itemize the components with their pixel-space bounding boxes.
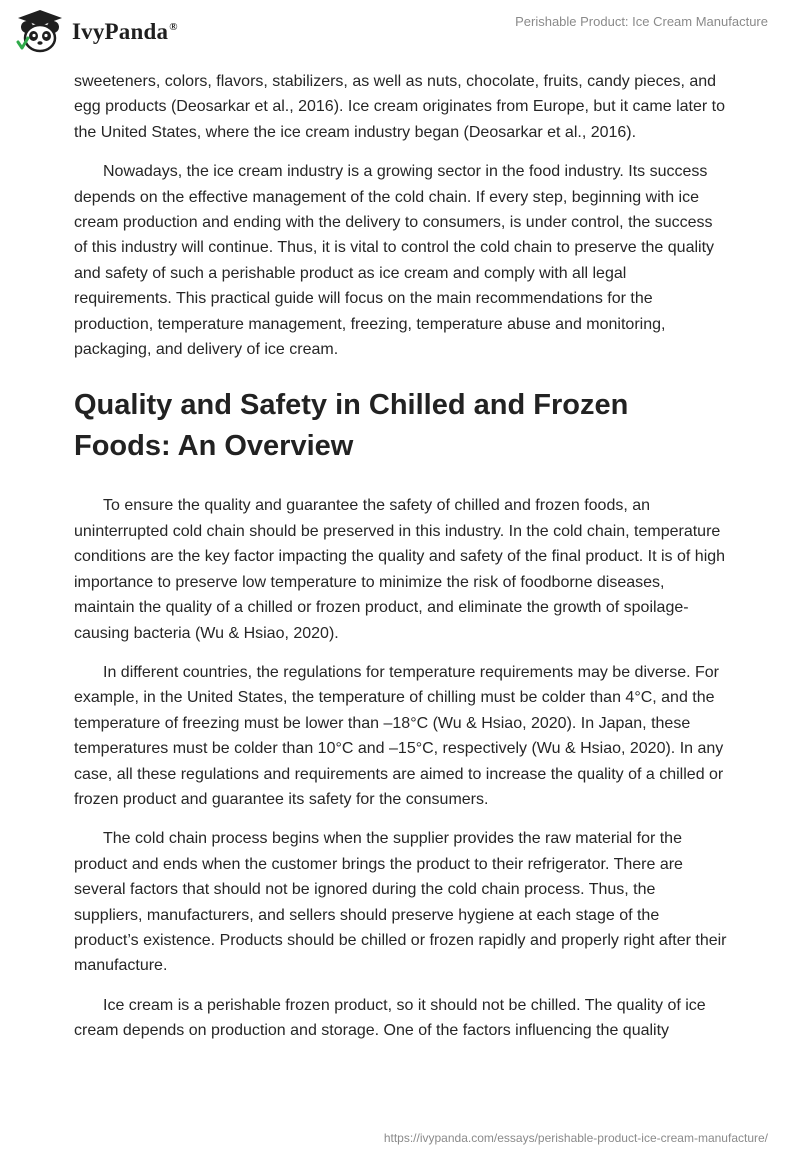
paragraph-1: sweeteners, colors, flavors, stabilizers, as well as nuts, chocolate, fruits, candy pieces, and egg products (Deosarkar et al., 2016). Ice cream originates from Europe, but it came later to the United States, where the ice cream industry began (Deosarkar et al., 2016). [74,73,725,141]
paragraph-6: Ice cream is a perishable frozen product, so it should not be chilled. The quality of ice cream depends on production and storage. One of the factors influencing the quality [74,996,706,1040]
essay-content [74,69,728,1058]
panda-logo-icon [14,8,66,54]
page-header [0,0,800,64]
source-url[interactable]: https://ivypanda.com/essays/perishable-product-ice-cream-manufacture/ [383,1131,768,1145]
paragraph-3: To ensure the quality and guarantee the safety of chilled and frozen foods, an uninterrupted cold chain should be preserved in this industry. In the cold chain, temperature conditions are the key factor impacting the quality and safety of the final product. It is of high importance to preserve low temperature to minimize the risk of foodborne diseases, maintain the quality of a chilled or frozen product, and eliminate the growth of spoilage-causing bacteria (Wu & Hsiao, 2020). [74,497,726,642]
paragraph-5: The cold chain process begins when the supplier provides the raw material for the product and ends when the customer brings the product to their refrigerator. There are several factors that should not be ignored during the cold chain process. Thus, the suppliers, manufacturers, and sellers should preserve hygiene at each stage of the product’s existence. Products should be chilled or frozen rapidly and properly right after their manufacture. [74,830,727,975]
section-heading: Quality and Safety in Chilled and Frozen Foods: An Overview [74,389,629,463]
paragraph-4: In different countries, the regulations for temperature requirements may be diverse. For example, in the United States, the temperature of chilling must be colder than 4°C, and the temperature of freezing must be lower than –18°C (Wu & Hsiao, 2020). In Japan, these temperatures must be colder than 10°C and –15°C, respectively (Wu & Hsiao, 2020). In any case, all these regulations and requirements are aimed to increase the quality of a chilled or frozen product and guarantee its safety for the consumers. [74,663,724,808]
paragraph-2: Nowadays, the ice cream industry is a growing sector in the food industry. Its success depends on the effective management of the cold chain. If every step, beginning with ice cream production and ending with the delivery to consumers, is under control, the success of this industry will continue. Thus, it is vital to control the cold chain to preserve the quality and safety of such a perishable product as ice cream and comply with all legal requirements. This practical guide will focus on the main recommendations for the production, temperature management, freezing, temperature abuse and monitoring, packaging, and delivery of ice cream. [74,163,715,359]
brand-name: IvyPanda® [72,19,178,44]
ivypanda-logo[interactable] [14,8,178,54]
document-title: Perishable Product: Ice Cream Manufacture [515,14,768,29]
